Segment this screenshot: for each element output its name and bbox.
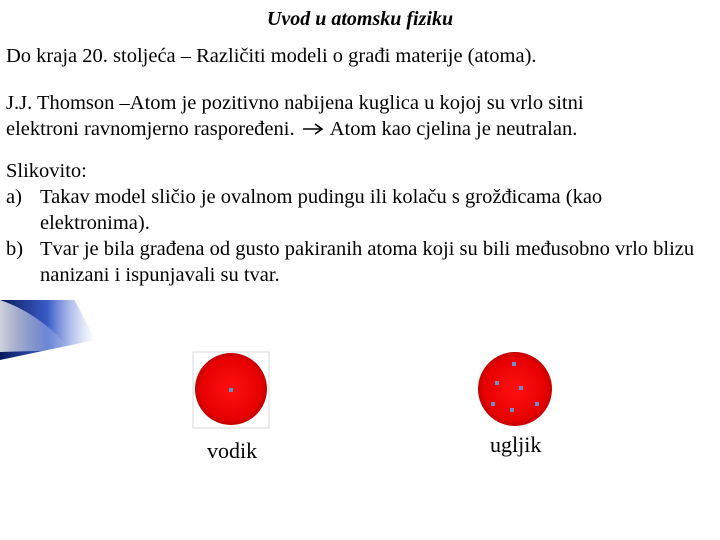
list-marker: a)	[6, 186, 22, 208]
thomson-textbox	[0, 86, 716, 146]
thomson-line-1: J.J. Thomson –Atom je pozitivno nabijena kuglica u kojoj su vrlo sitni	[6, 92, 584, 114]
electron-dot	[495, 381, 499, 385]
list-marker: b)	[6, 238, 24, 260]
list-item-text: Takav model sličio je ovalnom pudingu ili kolaču s grožđicama (kao elektronima).	[40, 186, 603, 234]
intro-textbox	[0, 40, 716, 76]
carbon-atom-illustration	[476, 350, 554, 430]
hydrogen-atom-illustration	[192, 350, 270, 430]
list-item	[6, 184, 716, 236]
electron-dot	[229, 388, 233, 392]
electron-dot	[535, 402, 539, 406]
slikovito-textbox	[0, 154, 716, 300]
right-arrow-icon	[302, 122, 324, 136]
intro-line: Do kraja 20. stoljeća – Različiti modeli o građi materije (atoma).	[6, 45, 537, 67]
carbon-label: ugljik	[490, 432, 542, 457]
electron-dot	[510, 408, 514, 412]
list-item-text: Tvar je bila građena od gusto pakiranih atoma koji su bili međusobno vrlo blizu nanizani i ispunjavali su tvar.	[40, 238, 695, 286]
slide-title: Uvod u atomsku fiziku	[266, 8, 454, 30]
slikovito-heading: Slikovito:	[6, 160, 87, 182]
thomson-line-2-after: Atom kao cjelina je neutralan.	[329, 118, 578, 140]
thomson-line-2	[6, 116, 716, 142]
electron-dot	[512, 362, 516, 366]
thomson-line-2-before: elektroni ravnomjerno raspoređeni.	[6, 118, 295, 140]
list-item	[6, 236, 716, 288]
electron-dot	[491, 402, 495, 406]
electron-dot	[519, 386, 523, 390]
hydrogen-label: vodik	[207, 438, 258, 463]
